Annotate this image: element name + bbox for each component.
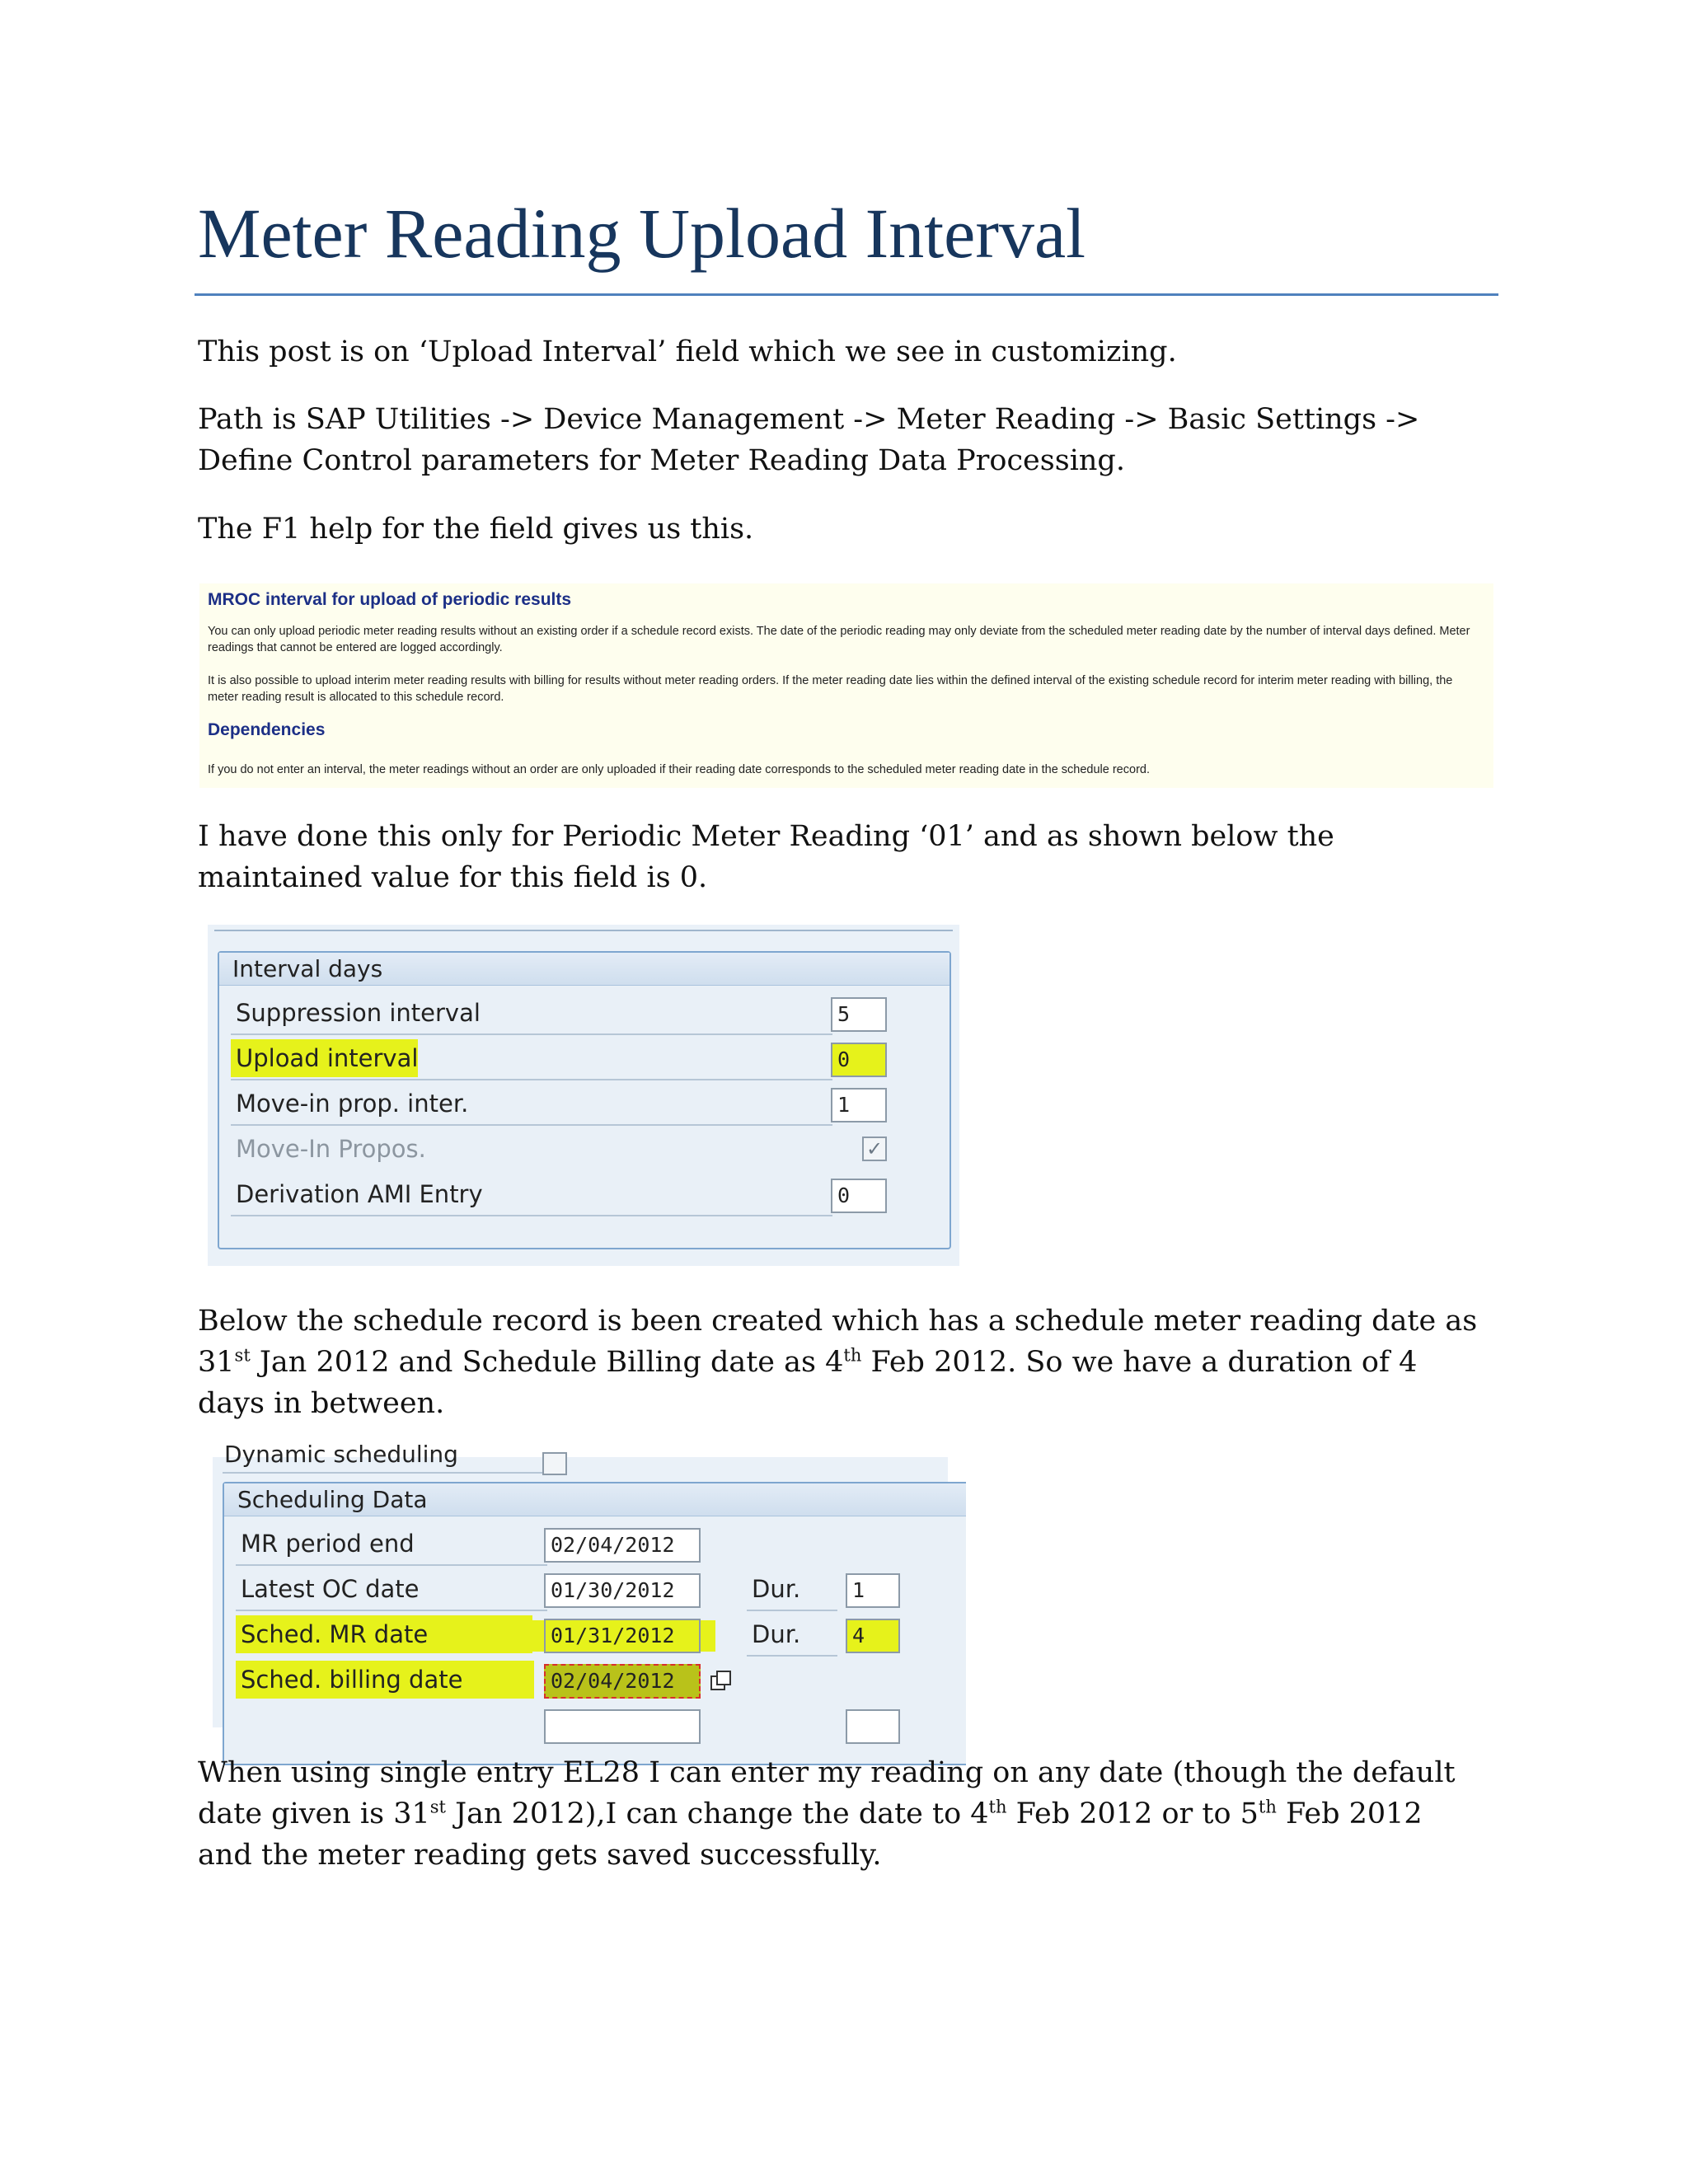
- latest-oc-dur-input[interactable]: 1: [846, 1573, 900, 1608]
- field-label-highlighted: Upload interval: [231, 1039, 418, 1077]
- path-paragraph: Path is SAP Utilities -> Device Management -> Meter Reading -> Basic Settings -> Define Control parameters for Meter Reading Data Processing.: [198, 403, 1420, 477]
- field-row-latest-oc-date: [236, 1570, 945, 1613]
- row-divider: [223, 1472, 552, 1474]
- row-divider: [747, 1610, 837, 1611]
- dependencies-heading: Dependencies: [208, 720, 326, 739]
- dynamic-scheduling-checkbox[interactable]: [542, 1452, 567, 1475]
- row-divider: [231, 1124, 832, 1126]
- sched-mr-date-input[interactable]: 01/31/2012: [544, 1619, 701, 1653]
- schedule-paragraph: Below the schedule record is been created which has a schedule meter reading date as 31st Jan 2012 and Schedule Billing date as 4th Feb 2012. So we have a duration of 4 days in between.: [198, 1305, 1478, 1420]
- help-text-2: It is also possible to upload interim meter reading results with billing for results without meter reading orders. If the meter reading date lies within the defined interval of the existing schedule record for interim meter reading with billing, the meter reading result is allocated to this schedule record.: [208, 674, 1453, 704]
- move-in-prop-inter-input[interactable]: 1: [831, 1088, 887, 1122]
- field-label: Latest OC date: [241, 1575, 420, 1603]
- intro-paragraph: This post is on ‘Upload Interval’ field which we see in customizing.: [198, 335, 1177, 368]
- field-label: Suppression interval: [236, 999, 481, 1027]
- field-row-sched-mr-date: [236, 1615, 945, 1658]
- row-divider: [236, 1610, 547, 1611]
- dynamic-scheduling-label: Dynamic scheduling: [224, 1441, 458, 1468]
- suppression-interval-input[interactable]: 5: [831, 997, 887, 1032]
- scheduling-data-screenshot: [213, 1441, 948, 1727]
- dur-label: Dur.: [752, 1620, 801, 1648]
- group-title: Scheduling Data: [224, 1483, 966, 1516]
- interval-days-group: [218, 951, 951, 1249]
- field-row-move-in-propos: [231, 1130, 915, 1173]
- sched-mr-dur-input[interactable]: 4: [846, 1619, 900, 1653]
- mr-period-end-input[interactable]: 02/04/2012: [544, 1528, 701, 1563]
- cut-off-dur-input[interactable]: [846, 1709, 900, 1744]
- scheduling-data-group: [223, 1482, 966, 1765]
- field-label: MR period end: [241, 1530, 415, 1558]
- field-row-derivation-ami-entry: [231, 1175, 915, 1218]
- page-title: Meter Reading Upload Interval: [198, 194, 1086, 273]
- row-divider: [236, 1564, 547, 1566]
- title-underline: [195, 293, 1498, 296]
- field-row-sched-billing-date: [236, 1661, 945, 1704]
- copy-icon[interactable]: [709, 1669, 734, 1694]
- field-label: Move-in prop. inter.: [236, 1090, 469, 1118]
- help-text-1: You can only upload periodic meter reading results without an existing order if a schedule record exists. The date of the periodic reading may only deviate from the scheduled meter reading date by the number of interval days defined. Meter readings that cannot be entered are logged accordingly.: [208, 625, 1470, 654]
- row-divider: [231, 1079, 832, 1080]
- help-text-3: If you do not enter an interval, the meter readings without an order are only uploaded if their reading date corresponds to the scheduled meter reading date in the schedule record.: [208, 763, 1150, 776]
- field-row-suppression-interval: [231, 994, 915, 1037]
- latest-oc-date-input[interactable]: 01/30/2012: [544, 1573, 701, 1608]
- dur-label: Dur.: [752, 1575, 801, 1603]
- field-row-mr-period-end: [236, 1525, 945, 1568]
- f1-help-panel: [199, 583, 1493, 788]
- field-label: Derivation AMI Entry: [236, 1180, 483, 1208]
- cut-off-date-input[interactable]: [544, 1709, 701, 1744]
- field-label-disabled: Move-In Propos.: [236, 1135, 426, 1163]
- field-row-upload-interval: [231, 1039, 915, 1082]
- help-heading: MROC interval for upload of periodic results: [208, 590, 572, 609]
- sched-billing-date-input[interactable]: 02/04/2012: [544, 1664, 701, 1699]
- row-divider: [231, 1033, 832, 1035]
- el28-paragraph: When using single entry EL28 I can enter my reading on any date (though the default date given is 31st Jan 2012),I can change the date to 4th Feb 2012 or to 5th Feb 2012 and the meter reading gets saved successfully.: [198, 1756, 1456, 1872]
- upload-interval-input[interactable]: 0: [831, 1043, 887, 1077]
- move-in-propos-checkbox[interactable]: ✓: [862, 1137, 887, 1161]
- top-frame-line: [214, 930, 953, 931]
- derivation-ami-entry-input[interactable]: 0: [831, 1179, 887, 1213]
- interval-days-screenshot: [208, 925, 959, 1266]
- periodic-paragraph: I have done this only for Periodic Meter Reading ‘01’ and as shown below the maintained value for this field is 0.: [198, 820, 1334, 894]
- field-label-highlighted: Sched. MR date: [236, 1615, 532, 1653]
- row-divider: [747, 1655, 837, 1657]
- group-title: Interval days: [219, 953, 950, 986]
- field-label-highlighted: Sched. billing date: [236, 1661, 534, 1699]
- f1-help-intro: The F1 help for the field gives us this.: [198, 513, 754, 546]
- field-row-move-in-prop-inter: [231, 1085, 915, 1127]
- row-divider: [231, 1215, 832, 1216]
- field-row-cut-off: [236, 1706, 945, 1749]
